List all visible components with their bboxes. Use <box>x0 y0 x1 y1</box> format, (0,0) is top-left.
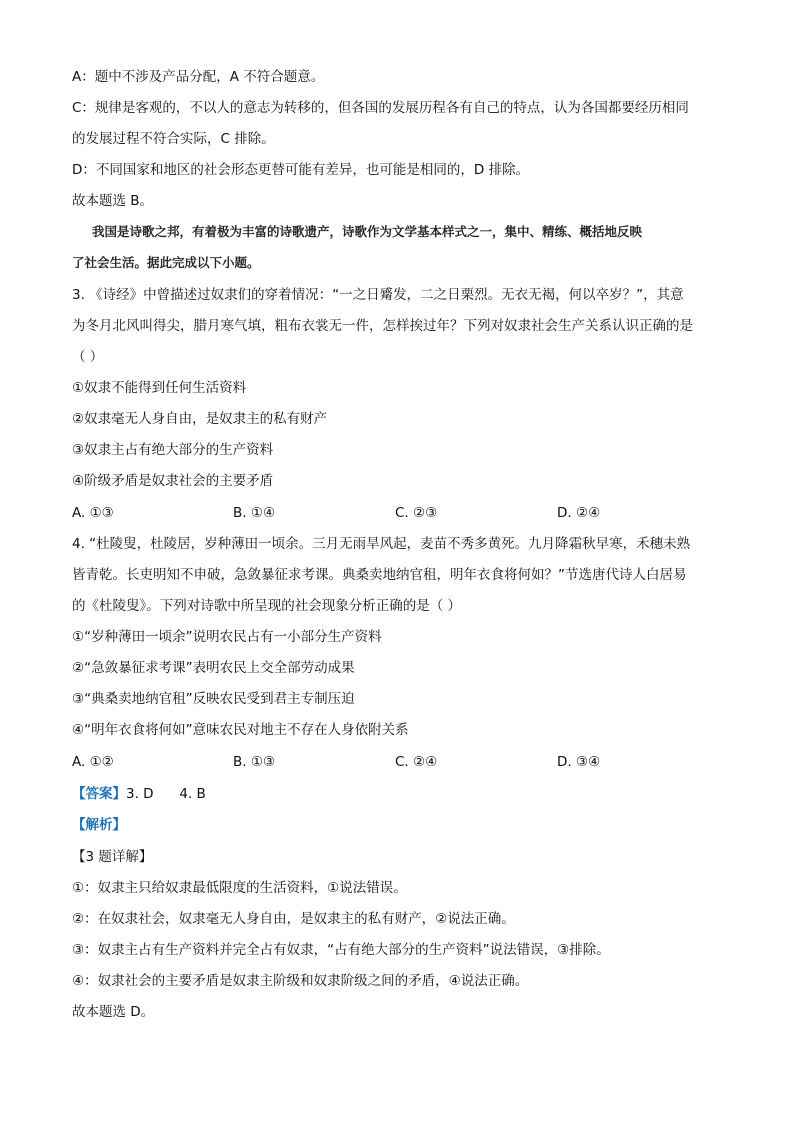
q3-stem-line3: （ ） <box>72 349 104 365</box>
explanation-conclusion: 故本题选 B。 <box>72 193 154 209</box>
analysis-detail-tag: 【3 题详解】 <box>72 849 153 865</box>
q3-option-d: D. ②④ <box>557 505 601 521</box>
q4-option-b: B. ①③ <box>233 754 276 770</box>
q4-item-3: ③“典桑卖地纳官租”反映农民受到君主专制压迫 <box>72 691 355 707</box>
q4-item-1: ①“岁种薄田一顷余”说明农民占有一小部分生产资料 <box>72 629 382 645</box>
explanation-option-c-line2: 的发展过程不符合实际，C 排除。 <box>72 131 275 147</box>
q3-item-3: ③奴隶主占有绝大部分的生产资料 <box>72 442 274 458</box>
q3-item-1: ①奴隶不能得到任何生活资料 <box>72 380 247 396</box>
q4-item-4: ④“明年衣食将何如”意味农民对地主不存在人身依附关系 <box>72 722 409 738</box>
analysis-line-2: ②：在奴隶社会，奴隶毫无人身自由，是奴隶主的私有财产，②说法正确。 <box>72 911 515 927</box>
q4-option-a: A. ①② <box>72 754 114 770</box>
q4-item-2: ②“急敛暴征求考课”表明农民上交全部劳动成果 <box>72 660 355 676</box>
answer-text: 3. D 4. B <box>126 786 206 802</box>
answer-tag: 【答案】 <box>72 786 126 802</box>
q3-option-b: B. ①④ <box>233 505 276 521</box>
analysis-line-3: ③：奴隶主占有生产资料并完全占有奴隶，“占有绝大部分的生产资料”说法错误，③排除。 <box>72 942 610 958</box>
explanation-option-a: A：题中不涉及产品分配，A 不符合题意。 <box>72 69 325 85</box>
q3-item-2: ②奴隶毫无人身自由，是奴隶主的私有财产 <box>72 411 328 427</box>
passage-line1: 我国是诗歌之邦，有着极为丰富的诗歌遗产，诗歌作为文学基本样式之一，集中、精练、概括地反映 <box>92 224 643 239</box>
analysis-line-4: ④：奴隶社会的主要矛盾是奴隶主阶级和奴隶阶级之间的矛盾，④说法正确。 <box>72 973 529 989</box>
q3-item-4: ④阶级矛盾是奴隶社会的主要矛盾 <box>72 473 274 489</box>
q4-option-d: D. ③④ <box>557 754 601 770</box>
explanation-option-d: D：不同国家和地区的社会形态更替可能有差异，也可能是相同的，D 排除。 <box>72 162 530 178</box>
q3-stem-line1: 3. 《诗经》中曾描述过奴隶们的穿着情况：“一之日觱发，二之日栗烈。无衣无褐，何以卒岁？”，其意 <box>72 287 684 303</box>
analysis-tag: 【解析】 <box>72 817 126 833</box>
q4-option-c: C. ②④ <box>395 754 438 770</box>
q3-option-c: C. ②③ <box>395 505 438 521</box>
q4-stem-line3: 的《杜陵叟》。下列对诗歌中所呈现的社会现象分析正确的是（ ） <box>72 598 462 614</box>
q3-option-a: A. ①③ <box>72 505 114 521</box>
answer-row <box>72 784 206 804</box>
q3-stem-line2: 为冬月北风叫得尖，腊月寒气填，粗布衣裳无一件，怎样挨过年？下列对奴隶社会生产关系认识正确的是 <box>72 318 693 334</box>
explanation-option-c-line1: C：规律是客观的，不以人的意志为转移的，但各国的发展历程各有自己的特点，认为各国都要经历相同 <box>72 100 689 116</box>
q4-stem-line2: 皆青乾。长吏明知不申破，急敛暴征求考课。典桑卖地纳官租，明年衣食将何如？”节选唐代诗人白居易 <box>72 567 687 583</box>
passage-line2: 了社会生活。据此完成以下小题。 <box>72 255 260 270</box>
q4-stem-line1: 4. “杜陵叟，杜陵居，岁种薄田一顷余。三月无雨旱风起，麦苗不秀多黄死。九月降霜秋早寒，禾穗未熟 <box>72 536 691 552</box>
analysis-line-1: ①：奴隶主只给奴隶最低限度的生活资料，①说法错误。 <box>72 880 407 896</box>
analysis-conclusion: 故本题选 D。 <box>72 1004 155 1020</box>
